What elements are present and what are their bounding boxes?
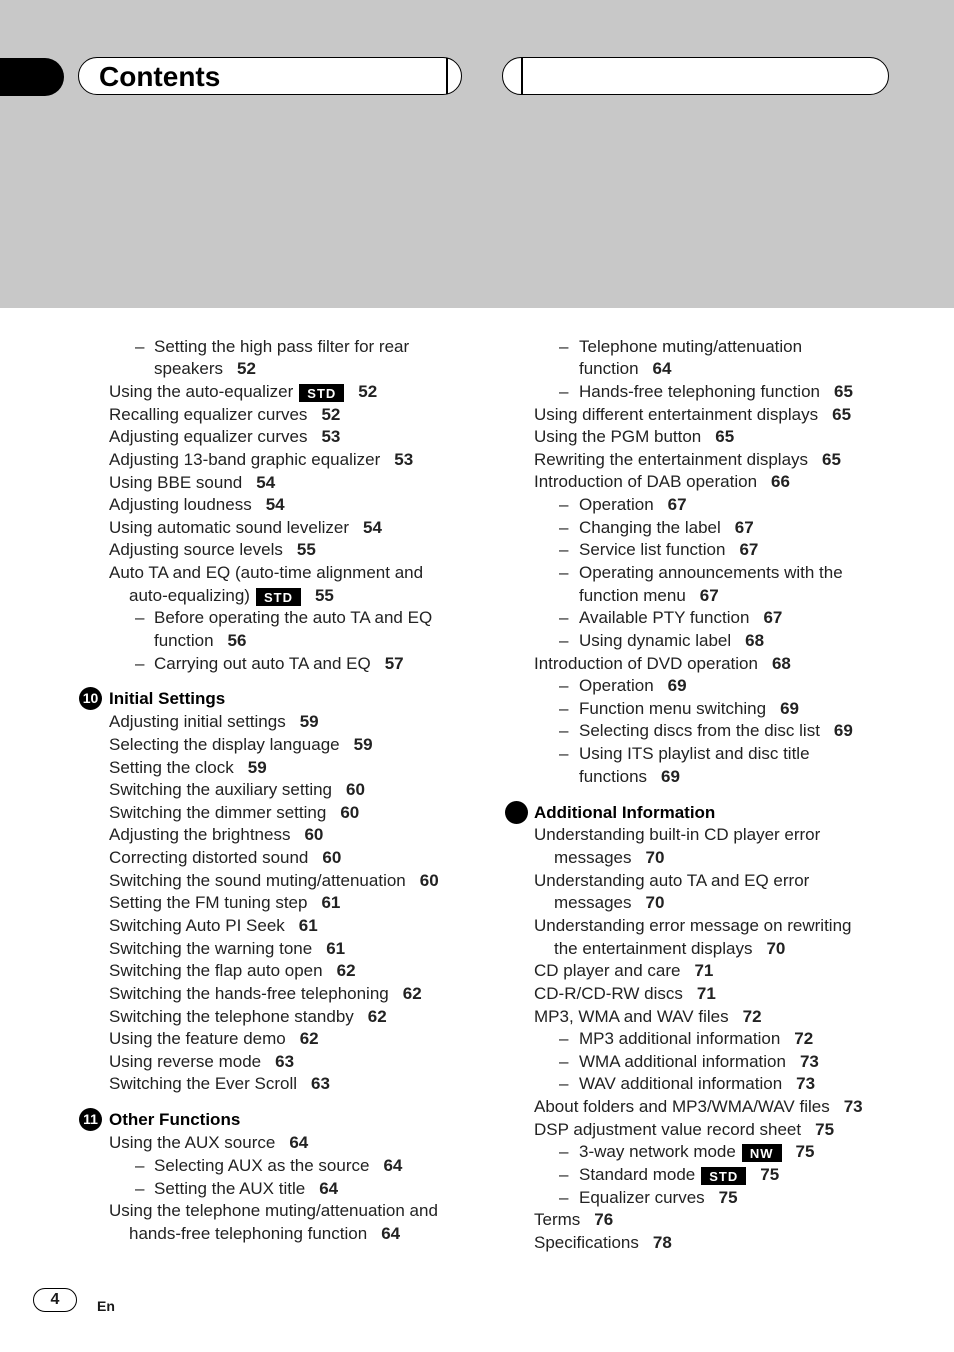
toc-entry[interactable] <box>534 449 841 471</box>
toc-entry[interactable] <box>109 915 318 937</box>
toc-entry-label: Introduction of DVD operation <box>534 654 758 673</box>
toc-entry-label: Selecting discs from the disc list <box>579 721 820 740</box>
toc-entry[interactable] <box>534 870 809 892</box>
dash-marker: – <box>559 699 569 718</box>
mode-badge-nw: NW <box>742 1144 782 1162</box>
toc-page-number: 72 <box>794 1029 814 1048</box>
toc-entry-label: Telephone muting/attenuation <box>579 337 803 356</box>
toc-entry[interactable] <box>534 426 734 448</box>
toc-entry[interactable] <box>109 562 423 584</box>
toc-page-number: 59 <box>247 758 267 777</box>
toc-entry-label: Before operating the auto TA and EQ <box>154 608 433 627</box>
toc-entry-label: Using different entertainment displays <box>534 405 819 424</box>
toc-page-number: 54 <box>265 495 285 514</box>
toc-page-number: 61 <box>326 939 346 958</box>
toc-entry-label: Operation <box>579 676 654 695</box>
toc-entry[interactable] <box>579 607 782 629</box>
toc-page-number: 53 <box>394 450 414 469</box>
toc-page-number: 56 <box>227 631 247 650</box>
toc-entry[interactable] <box>579 743 810 765</box>
section-title: Initial Settings <box>109 689 226 708</box>
toc-page-number: 62 <box>402 984 422 1003</box>
toc-page-number: 64 <box>383 1156 403 1175</box>
toc-entry[interactable] <box>154 653 404 675</box>
toc-page-number: 67 <box>667 495 687 514</box>
language-label: En <box>97 1298 115 1314</box>
toc-page-number: 62 <box>299 1029 319 1048</box>
toc-entry[interactable] <box>534 1232 672 1254</box>
toc-entry[interactable] <box>579 1051 819 1073</box>
toc-entry[interactable] <box>579 1187 738 1209</box>
toc-entry-label: Specifications <box>534 1233 639 1252</box>
toc-entry[interactable] <box>109 517 382 539</box>
dash-marker: – <box>559 382 569 401</box>
toc-page-number: 59 <box>299 712 319 731</box>
page-title: Contents <box>99 61 221 92</box>
mode-badge-std: STD <box>299 384 344 402</box>
blank-header-pill <box>502 57 889 95</box>
toc-entry[interactable] <box>109 472 275 494</box>
toc-entry-label: WAV additional information <box>579 1074 783 1093</box>
toc-entry-label: Service list function <box>579 540 726 559</box>
toc-page-number: 70 <box>645 848 665 867</box>
section-title: Additional Information <box>534 803 716 822</box>
toc-entry-label: Switching the telephone standby <box>109 1007 354 1026</box>
toc-entry-label: Adjusting loudness <box>109 495 252 514</box>
toc-entry-label: auto-equalizing) <box>129 586 250 605</box>
toc-page-number: 64 <box>319 1179 339 1198</box>
toc-page-number: 57 <box>384 654 404 673</box>
toc-page-number: 70 <box>645 893 665 912</box>
toc-entry-label: Using dynamic label <box>579 631 732 650</box>
toc-entry[interactable] <box>109 1051 294 1073</box>
toc-entry-label: Function menu switching <box>579 699 767 718</box>
toc-entry[interactable] <box>109 1028 319 1050</box>
toc-page-number: 65 <box>834 382 853 401</box>
title-pill <box>78 57 462 95</box>
toc-page-number: 60 <box>340 803 360 822</box>
toc-entry[interactable] <box>534 960 713 982</box>
toc-page-number: 54 <box>256 473 276 492</box>
toc-entry-label: Setting the FM tuning step <box>109 893 308 912</box>
toc-entry[interactable] <box>154 607 432 629</box>
toc-entry[interactable] <box>579 698 799 720</box>
toc-page-number: 63 <box>311 1074 330 1093</box>
dash-marker: – <box>135 608 145 627</box>
toc-entry-label: Auto TA and EQ (auto-time alignment and <box>109 563 424 582</box>
toc-entry[interactable] <box>579 720 853 742</box>
toc-page-number: 67 <box>699 586 719 605</box>
dash-marker: – <box>559 563 569 582</box>
dash-marker: – <box>559 676 569 695</box>
dash-marker: – <box>559 721 569 740</box>
toc-entry[interactable] <box>109 494 285 516</box>
toc-entry[interactable] <box>109 1200 438 1222</box>
toc-entry-label: Operating announcements with the <box>579 563 843 582</box>
toc-page-number: 65 <box>832 405 852 424</box>
toc-entry-label: Understanding auto TA and EQ error <box>534 871 810 890</box>
toc-page-number: 62 <box>367 1007 387 1026</box>
toc-entry-label: MP3 additional information <box>579 1029 781 1048</box>
toc-entry[interactable] <box>579 630 764 652</box>
toc-entry-label: messages <box>554 848 632 867</box>
toc-page-number: 75 <box>815 1120 835 1139</box>
toc-entry[interactable] <box>109 404 340 426</box>
dash-marker: – <box>135 654 145 673</box>
toc-entry[interactable] <box>154 1178 338 1200</box>
toc-entry-label: Switching the flap auto open <box>109 961 323 980</box>
dash-marker: – <box>559 744 569 763</box>
toc-page-number: 63 <box>275 1052 295 1071</box>
toc-entry[interactable] <box>554 938 785 960</box>
toc-entry-label: Adjusting initial settings <box>109 712 286 731</box>
toc-entry-label: Setting the AUX title <box>154 1179 306 1198</box>
toc-page-number: 55 <box>314 586 334 605</box>
toc-entry-label: Recalling equalizer curves <box>109 405 308 424</box>
toc-page-number: 71 <box>694 961 714 980</box>
toc-entry-label: CD player and care <box>534 961 681 980</box>
toc-entry-label: Using automatic sound levelizer <box>109 518 350 537</box>
dash-marker: – <box>559 1165 569 1184</box>
toc-entry[interactable] <box>154 630 246 652</box>
toc-entry-label: Available PTY function <box>579 608 750 627</box>
toc-page-number: 64 <box>652 359 672 378</box>
toc-entry[interactable] <box>109 779 365 801</box>
toc-entry[interactable] <box>579 585 719 607</box>
toc-entry-label: Switching the auxiliary setting <box>109 780 333 799</box>
toc-entry[interactable] <box>579 1028 813 1050</box>
toc-page-number: 67 <box>763 608 783 627</box>
toc-entry-label: function <box>154 631 214 650</box>
dash-marker: – <box>559 337 569 356</box>
mode-badge-std: STD <box>701 1167 746 1185</box>
toc-entry-label: Adjusting source levels <box>109 540 283 559</box>
toc-entry-label: DSP adjustment value record sheet <box>534 1120 802 1139</box>
toc-entry[interactable] <box>109 847 341 869</box>
toc-page-number: 75 <box>795 1142 815 1161</box>
toc-entry[interactable] <box>109 734 373 756</box>
toc-entry-label: functions <box>579 767 648 786</box>
toc-entry-label: Standard mode <box>579 1165 696 1184</box>
toc-entry[interactable] <box>534 404 851 426</box>
toc-entry[interactable] <box>109 983 422 1005</box>
toc-entry[interactable] <box>579 539 758 561</box>
toc-entry[interactable] <box>534 1006 762 1028</box>
toc-entry[interactable] <box>534 983 716 1005</box>
toc-entry-label: Hands-free telephoning function <box>579 382 820 401</box>
toc-page-number: 73 <box>799 1052 819 1071</box>
toc-entry[interactable] <box>109 938 345 960</box>
toc-entry-label: messages <box>554 893 632 912</box>
toc-entry-label: CD-R/CD-RW discs <box>534 984 683 1003</box>
toc-page-number: 75 <box>760 1165 780 1184</box>
toc-entry-label: Using the PGM button <box>534 427 702 446</box>
toc-entry-label: Setting the high pass filter for rear <box>154 337 410 356</box>
toc-entry[interactable] <box>154 1155 402 1177</box>
toc-page-number: 71 <box>696 984 716 1003</box>
toc-page-number: 67 <box>734 518 754 537</box>
toc-entry-label: Changing the label <box>579 518 721 537</box>
dash-marker: – <box>135 337 145 356</box>
toc-entry[interactable] <box>109 757 267 779</box>
toc-entry-label: Operation <box>579 495 654 514</box>
toc-entry-label: Switching the sound muting/attenuation <box>109 871 406 890</box>
toc-entry-label: Rewriting the entertainment displays <box>534 450 809 469</box>
toc-page-number: 59 <box>353 735 373 754</box>
toc-entry-label: Using the telephone muting/attenuation and <box>109 1201 438 1220</box>
toc-page-number: 73 <box>796 1074 816 1093</box>
toc-entry[interactable] <box>534 1119 834 1141</box>
dash-marker: – <box>559 518 569 537</box>
dash-marker: – <box>135 1179 145 1198</box>
dash-marker: – <box>559 1029 569 1048</box>
toc-page-number: 60 <box>346 780 365 799</box>
dash-marker: – <box>559 1142 569 1161</box>
toc-entry-label: MP3, WMA and WAV files <box>534 1007 729 1026</box>
toc-entry-label: Carrying out auto TA and EQ <box>154 654 371 673</box>
dash-marker: – <box>135 1156 145 1175</box>
toc-page-number: 69 <box>780 699 800 718</box>
toc-entry[interactable] <box>579 358 671 380</box>
toc-entry[interactable] <box>534 1096 863 1118</box>
dash-marker: – <box>559 540 569 559</box>
header-band <box>0 0 954 308</box>
toc-entry-label: hands-free telephoning function <box>129 1224 368 1243</box>
section-number-badge: 11 <box>79 1108 102 1131</box>
toc-page-number: 65 <box>822 450 841 469</box>
toc-entry[interactable] <box>554 892 664 914</box>
toc-page-number: 69 <box>661 767 680 786</box>
toc-entry[interactable] <box>579 517 754 539</box>
toc-entry[interactable] <box>109 381 377 403</box>
toc-entry[interactable] <box>579 494 687 516</box>
section-title: Other Functions <box>109 1110 241 1129</box>
toc-entry[interactable] <box>154 358 256 380</box>
toc-entry-label: function <box>579 359 639 378</box>
toc-page-number: 61 <box>298 916 318 935</box>
toc-entry[interactable] <box>579 1164 779 1186</box>
toc-entry[interactable] <box>154 336 409 358</box>
toc-page-number: 53 <box>321 427 341 446</box>
toc-entry[interactable] <box>109 539 316 561</box>
toc-page-number: 52 <box>321 405 341 424</box>
toc-entry[interactable] <box>579 1073 815 1095</box>
toc-entry-label: Setting the clock <box>109 758 234 777</box>
toc-entry[interactable] <box>554 847 664 869</box>
toc-entry-label: Correcting distorted sound <box>109 848 309 867</box>
toc-entry-label: function menu <box>579 586 686 605</box>
toc-page-number: 52 <box>358 382 378 401</box>
toc-page-number: 73 <box>843 1097 863 1116</box>
dash-marker: – <box>559 1074 569 1093</box>
toc-entry[interactable] <box>129 1223 400 1245</box>
dash-marker: – <box>559 495 569 514</box>
toc-entry[interactable] <box>579 1141 814 1163</box>
toc-entry-label: Using the auto-equalizer <box>109 382 294 401</box>
dash-marker: – <box>559 631 569 650</box>
section-number-badge: 10 <box>79 687 102 710</box>
toc-entry-label: Using ITS playlist and disc title <box>579 744 810 763</box>
toc-entry-label: the entertainment displays <box>554 939 753 958</box>
toc-entry[interactable] <box>109 892 340 914</box>
dash-marker: – <box>559 608 569 627</box>
toc-page-number: 76 <box>594 1210 614 1229</box>
toc-page-number: 55 <box>296 540 316 559</box>
toc-entry-label: Switching the warning tone <box>109 939 313 958</box>
toc-page-number: 52 <box>236 359 256 378</box>
toc-entry-label: Selecting AUX as the source <box>154 1156 370 1175</box>
toc-page-number: 68 <box>745 631 765 650</box>
toc-page-number: 60 <box>419 871 439 890</box>
toc-entry[interactable] <box>109 824 323 846</box>
toc-page-number: 78 <box>652 1233 672 1252</box>
toc-page-number: 65 <box>715 427 735 446</box>
toc-page-number: 60 <box>304 825 324 844</box>
toc-page-number: 54 <box>363 518 382 537</box>
toc-entry[interactable] <box>579 766 680 788</box>
toc-entry-label: Switching Auto PI Seek <box>109 916 285 935</box>
toc-entry-label: Adjusting equalizer curves <box>109 427 308 446</box>
toc-entry[interactable] <box>109 870 439 892</box>
toc-entry-label: Using the AUX source <box>109 1133 276 1152</box>
toc-entry[interactable] <box>534 471 790 493</box>
toc-entry[interactable] <box>109 449 413 471</box>
toc-entry-label: Adjusting 13-band graphic equalizer <box>109 450 381 469</box>
toc-entry[interactable] <box>534 915 852 937</box>
toc-entry[interactable] <box>109 1073 330 1095</box>
toc-entry[interactable] <box>579 675 687 697</box>
toc-entry[interactable] <box>534 824 820 846</box>
toc-entry[interactable] <box>109 960 356 982</box>
toc-entry-label: Selecting the display language <box>109 735 340 754</box>
toc-entry-label: Equalizer curves <box>579 1188 705 1207</box>
right-pill-divider <box>521 58 523 94</box>
toc-entry-label: Adjusting the brightness <box>109 825 291 844</box>
toc-entry[interactable] <box>579 381 853 403</box>
toc-entry[interactable] <box>534 1209 613 1231</box>
toc-entry-label: Switching the hands-free telephoning <box>109 984 389 1003</box>
toc-entry-label: Switching the Ever Scroll <box>109 1074 298 1093</box>
toc-page-number: 70 <box>766 939 786 958</box>
toc-entry[interactable] <box>579 562 843 584</box>
toc-entry-label: Using BBE sound <box>109 473 243 492</box>
toc-page-number: 62 <box>336 961 356 980</box>
toc-entry[interactable] <box>534 653 791 675</box>
toc-entry[interactable] <box>109 802 359 824</box>
toc-page-number: 61 <box>321 893 341 912</box>
toc-entry[interactable] <box>109 711 319 733</box>
page-number: 4 <box>33 1288 77 1312</box>
toc-entry[interactable] <box>109 1006 387 1028</box>
toc-page-number: 75 <box>718 1188 738 1207</box>
dash-marker: – <box>559 1188 569 1207</box>
toc-entry-label: About folders and MP3/WMA/WAV files <box>534 1097 830 1116</box>
section-number-badge <box>505 801 528 824</box>
toc-page-number: 69 <box>833 721 853 740</box>
toc-entry[interactable] <box>109 1132 308 1154</box>
toc-entry-label: WMA additional information <box>579 1052 786 1071</box>
toc-page-number: 72 <box>742 1007 762 1026</box>
toc-entry-label: Terms <box>534 1210 581 1229</box>
toc-page-number: 68 <box>771 654 791 673</box>
title-pill-divider <box>446 58 448 94</box>
toc-entry-label: Switching the dimmer setting <box>109 803 327 822</box>
section-tab-marker <box>0 58 64 96</box>
toc-entry[interactable] <box>579 336 802 358</box>
toc-page-number: 64 <box>289 1133 309 1152</box>
mode-badge-std: STD <box>256 588 301 606</box>
toc-entry[interactable] <box>109 426 340 448</box>
toc-page-number: 67 <box>739 540 759 559</box>
toc-entry-label: Using reverse mode <box>109 1052 262 1071</box>
toc-entry-label: speakers <box>154 359 223 378</box>
toc-entry[interactable] <box>129 585 334 607</box>
toc-entry-label: Understanding error message on rewriting <box>534 916 852 935</box>
toc-entry-label: Introduction of DAB operation <box>534 472 758 491</box>
toc-page-number: 69 <box>667 676 687 695</box>
toc-entry-label: 3-way network mode <box>579 1142 736 1161</box>
toc-entry-label: Understanding built-in CD player error <box>534 825 821 844</box>
toc-page-number: 66 <box>771 472 790 491</box>
toc-entry-label: Using the feature demo <box>109 1029 286 1048</box>
toc-page-number: 60 <box>322 848 342 867</box>
toc-page-number: 64 <box>381 1224 401 1243</box>
dash-marker: – <box>559 1052 569 1071</box>
